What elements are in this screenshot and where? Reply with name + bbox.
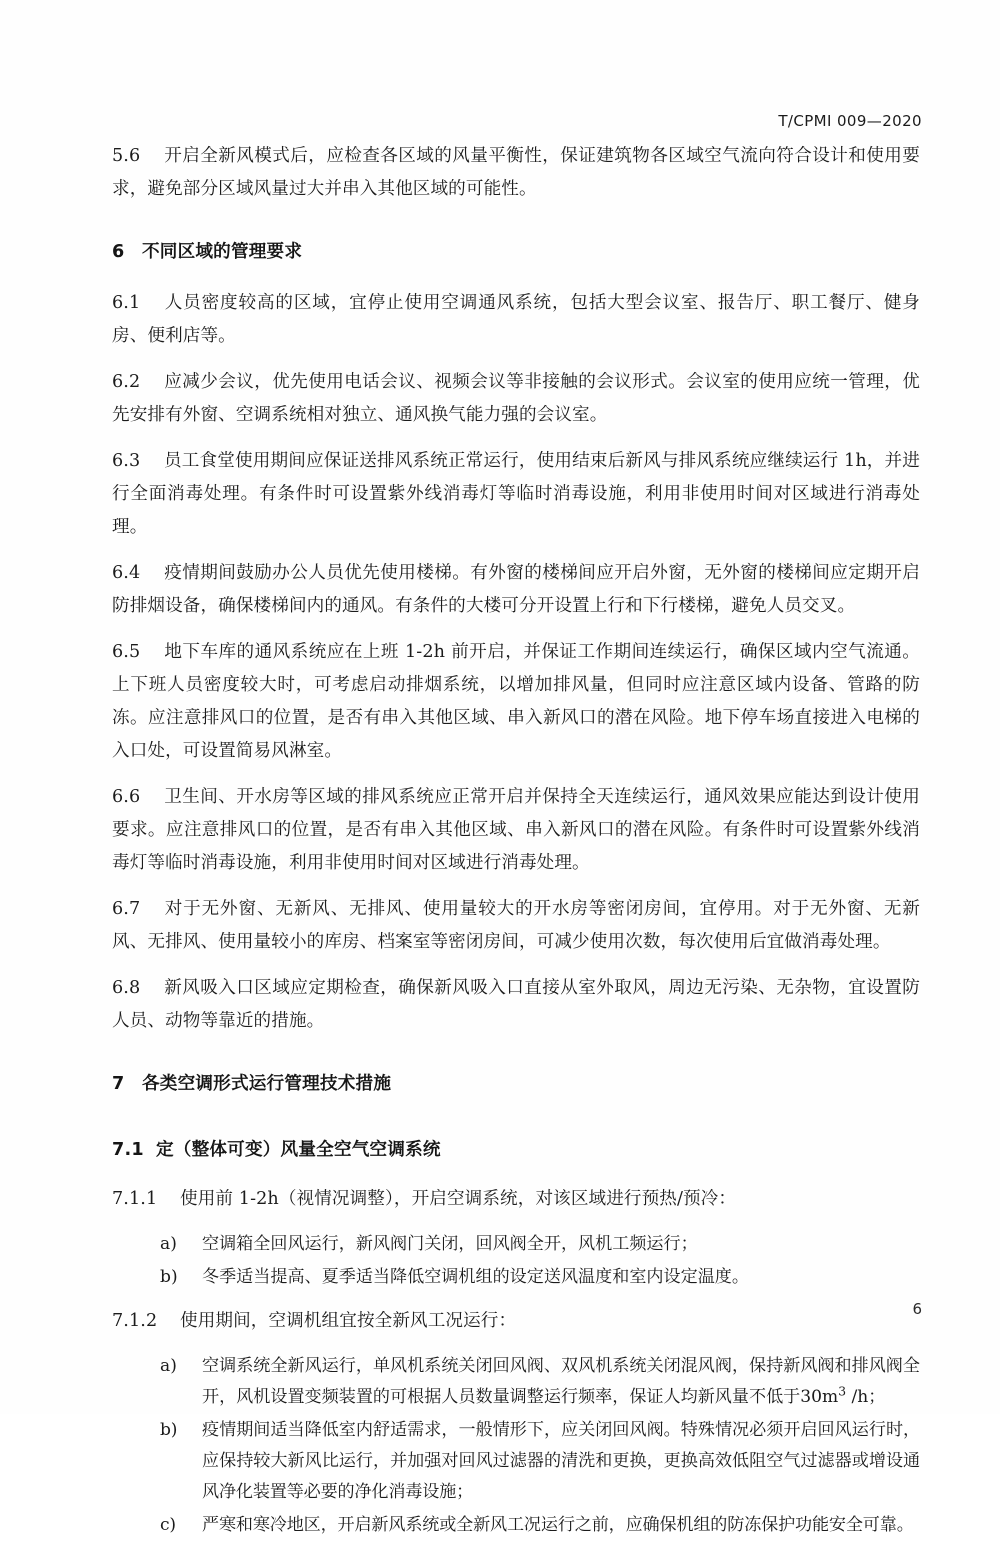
list-item-text-part1: 空调系统全新风运行，单风机系统关闭回风阀、双风机系统关闭混风阀，保持新风阀和排风阀全开，风机设置变频装置的可根据人员数量调整运行频率，保证人均新风量不低于30m <box>202 1356 920 1407</box>
subsection-7-1-title: 定（整体可变）风量全空气空调系统 <box>156 1140 441 1160</box>
section-6-number: 6 <box>112 242 125 262</box>
subsection-7-1-heading <box>112 1119 920 1183</box>
section-7-heading <box>112 1051 920 1119</box>
clause-6-1-text: 人员密度较高的区域，宜停止使用空调通风系统，包括大型会议室、报告厅、职工餐厅、健身房、便利店等。 <box>112 293 920 346</box>
clause-6-7-text: 对于无外窗、无新风、无排风、使用量较大的开水房等密闭房间，宜停用。对于无外窗、无新风、无排风、使用量较小的库房、档案室等密闭房间，可减少使用次数，每次使用后宜做消毒处理。 <box>112 899 920 952</box>
page-header <box>112 112 922 134</box>
clause-6-2-number: 6.2 <box>112 372 141 392</box>
unit-superscript: 3 <box>838 1384 847 1399</box>
clause-6-4-text: 疫情期间鼓励办公人员优先使用楼梯。有外窗的楼梯间应开启外窗，无外窗的楼梯间应定期开启防排烟设备，确保楼梯间内的通风。有条件的大楼可分开设置上行和下行楼梯，避免人员交叉。 <box>112 563 920 616</box>
clause-5-6 <box>112 140 920 206</box>
clause-6-4 <box>112 557 920 623</box>
clause-6-4-number: 6.4 <box>112 563 141 583</box>
clause-7-1-1-lead: 使用前 1-2h（视情况调整），开启空调系统，对该区域进行预热/预冷： <box>180 1189 737 1209</box>
list-item-text-part2: /h； <box>846 1387 886 1407</box>
list-item-text: 疫情期间适当降低室内舒适需求，一般情形下，应关闭回风阀。特殊情况必须开启回风运行时，应保持较大新风比运行，并加强对回风过滤器的清洗和更换，更换高效低阻空气过滤器或增设通风净化装置等必要的净化消毒设施； <box>202 1420 920 1502</box>
page-content <box>112 140 920 1553</box>
section-6-heading <box>112 219 920 287</box>
clause-6-8 <box>112 972 920 1038</box>
list-marker: b) <box>160 1267 178 1287</box>
clause-6-2 <box>112 366 920 432</box>
clause-7-1-1-number: 7.1.1 <box>112 1189 158 1209</box>
clause-6-5 <box>112 636 920 768</box>
clause-6-5-text: 地下车库的通风系统应在上班 1-2h 前开启，并保证工作期间连续运行，确保区域内空气流通。上下班人员密度较大时，可考虑启动排烟系统，以增加排风量，但同时应注意区域内设备、管路的防冻。应注意排风口的位置，是否有串入其他区域、串入新风口的潜在风险。地下停车场直接进入电梯的入口处，可设置简易风淋室。 <box>112 642 920 761</box>
clause-7-1-2-lead: 使用期间，空调机组宜按全新风工况运行： <box>180 1311 517 1331</box>
list-marker: a) <box>160 1356 177 1376</box>
list-item-text: 空调箱全回风运行，新风阀门关闭，回风阀全开，风机工频运行； <box>202 1234 698 1254</box>
clause-7-1-2-list <box>112 1351 920 1541</box>
section-7-title: 各类空调形式运行管理技术措施 <box>142 1074 392 1094</box>
list-marker: c) <box>160 1515 176 1535</box>
clause-6-3-number: 6.3 <box>112 451 141 471</box>
clause-6-6-number: 6.6 <box>112 787 141 807</box>
clause-6-3 <box>112 445 920 544</box>
clause-7-1-1 <box>112 1183 920 1216</box>
clause-6-7-number: 6.7 <box>112 899 141 919</box>
page-footer <box>112 1294 922 1318</box>
clause-7-1-2-number: 7.1.2 <box>112 1311 158 1331</box>
clause-6-7 <box>112 893 920 959</box>
clause-6-3-text: 员工食堂使用期间应保证送排风系统正常运行，使用结束后新风与排风系统应继续运行 1h，并进行全面消毒处理。有条件时可设置紫外线消毒灯等临时消毒设施，利用非使用时间对区域进行消毒处理。 <box>112 451 920 537</box>
list-item-text: 冬季适当提高、夏季适当降低空调机组的设定送风温度和室内设定温度。 <box>202 1267 749 1287</box>
list-marker: a) <box>160 1234 177 1254</box>
standard-code: T/CPMI 009—2020 <box>778 112 922 130</box>
clause-6-2-text: 应减少会议，优先使用电话会议、视频会议等非接触的会议形式。会议室的使用应统一管理，优先安排有外窗、空调系统相对独立、通风换气能力强的会议室。 <box>112 372 920 425</box>
clause-6-8-text: 新风吸入口区域应定期检查，确保新风吸入口直接从室外取风，周边无污染、无杂物，宜设置防人员、动物等靠近的措施。 <box>112 978 920 1031</box>
list-item <box>112 1510 920 1541</box>
clause-5-6-text: 开启全新风模式后，应检查各区域的风量平衡性，保证建筑物各区域空气流向符合设计和使用要求，避免部分区域风量过大并串入其他区域的可能性。 <box>112 146 920 199</box>
list-item <box>112 1351 920 1413</box>
section-6-title: 不同区域的管理要求 <box>142 242 303 262</box>
clause-6-6 <box>112 781 920 880</box>
clause-7-1-1-list <box>112 1229 920 1293</box>
list-item <box>112 1229 920 1260</box>
clause-5-6-number: 5.6 <box>112 146 141 166</box>
clause-6-8-number: 6.8 <box>112 978 141 998</box>
clause-6-5-number: 6.5 <box>112 642 141 662</box>
list-marker: b) <box>160 1420 178 1440</box>
list-item <box>112 1415 920 1508</box>
list-item <box>112 1262 920 1293</box>
page-number: 6 <box>912 1300 922 1318</box>
clause-6-6-text: 卫生间、开水房等区域的排风系统应正常开启并保持全天连续运行，通风效果应能达到设计使用要求。应注意排风口的位置，是否有串入其他区域、串入新风口的潜在风险。有条件时可设置紫外线消毒灯等临时消毒设施，利用非使用时间对区域进行消毒处理。 <box>112 787 920 873</box>
section-7-number: 7 <box>112 1074 125 1094</box>
list-item-text: 严寒和寒冷地区，开启新风系统或全新风工况运行之前，应确保机组的防冻保护功能安全可靠。 <box>202 1515 914 1535</box>
clause-6-1-number: 6.1 <box>112 293 141 313</box>
clause-6-1 <box>112 287 920 353</box>
subsection-7-1-number: 7.1 <box>112 1140 144 1160</box>
